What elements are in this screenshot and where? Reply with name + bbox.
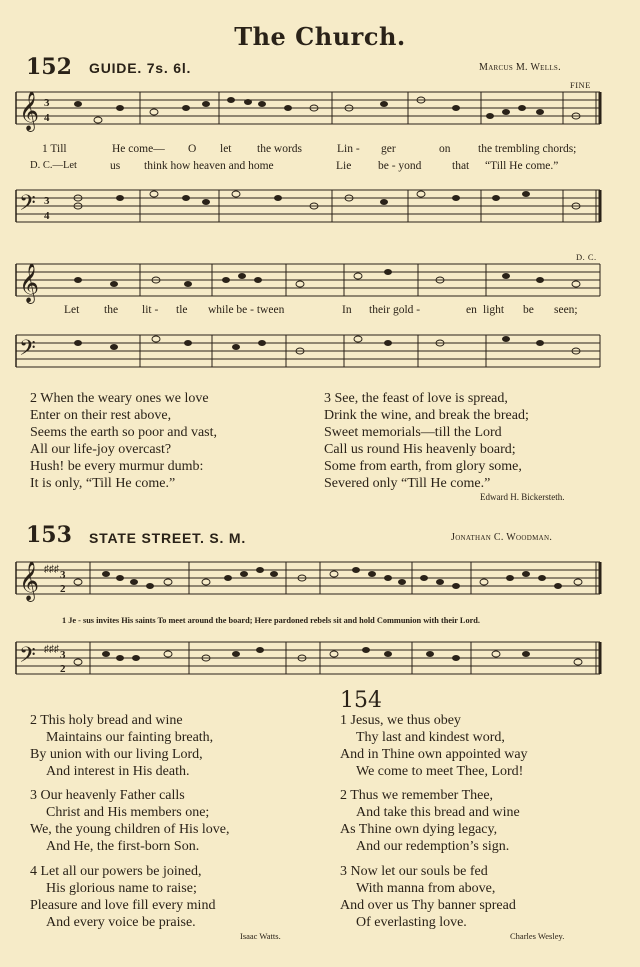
- staff-152-2-bass: [16, 325, 602, 375]
- lyric-word: on: [439, 143, 451, 155]
- verse-line: We, the young children of His love,: [30, 822, 230, 837]
- lyric-word: their gold -: [369, 304, 421, 316]
- composer-153: Jonathan C. Woodman.: [451, 532, 553, 543]
- verse-line: His glorious name to raise;: [46, 881, 197, 896]
- author-152: Edward H. Bickersteth.: [480, 492, 565, 502]
- staff-152-1-bass: [16, 180, 602, 230]
- fine-mark: FINE: [570, 80, 591, 90]
- svg-text:♯♯♯: ♯♯♯: [44, 564, 59, 575]
- author-154: Charles Wesley.: [510, 931, 565, 941]
- hymn-number-153: 153: [26, 522, 72, 548]
- verse-line: As Thine own dying legacy,: [340, 822, 498, 837]
- verse-line: 2 When the weary ones we love: [30, 391, 209, 406]
- svg-text:3: 3: [60, 569, 66, 581]
- svg-text:𝄢: 𝄢: [19, 336, 36, 366]
- verse-line: Call us round His heavenly board;: [324, 442, 516, 457]
- verse-line: It is only, “Till He come.”: [30, 476, 176, 491]
- verse-line: Seems the earth so poor and vast,: [30, 425, 218, 440]
- verse-line: 3 Our heavenly Father calls: [30, 788, 185, 803]
- staff-153-treble: [16, 558, 602, 604]
- lyric-word: “Till He come.”: [485, 160, 559, 172]
- lyric-line-153: 1 Je - sus invites His saints To meet around the board; Here pardoned rebels sit and hold Communion with their Lord.: [62, 616, 480, 625]
- lyric-word: be - yond: [378, 160, 422, 172]
- lyric-word: while be - tween: [208, 304, 285, 316]
- verse-line: 1 Jesus, we thus obey: [340, 713, 461, 728]
- svg-text:♯♯♯: ♯♯♯: [44, 644, 59, 655]
- dc-mark: D. C.: [576, 252, 597, 262]
- lyric-word: lit -: [142, 304, 159, 316]
- svg-text:3: 3: [60, 649, 66, 661]
- lyric-word: seen;: [554, 304, 578, 316]
- verse-line: 2 Thus we remember Thee,: [340, 788, 494, 803]
- svg-text:𝄢: 𝄢: [19, 191, 36, 221]
- verse-line: Maintains our fainting breath,: [46, 730, 214, 745]
- verse-line: Hush! be every murmur dumb:: [30, 459, 204, 474]
- svg-text:3: 3: [44, 195, 50, 207]
- staff-152-1-treble: [16, 88, 602, 134]
- svg-text:2: 2: [60, 583, 66, 595]
- lyric-word: 1 Till: [42, 143, 67, 155]
- verse-line: With manna from above,: [356, 881, 496, 896]
- verse-line: And in Thine own appointed way: [340, 747, 528, 762]
- lyric-word: Lie: [336, 160, 352, 172]
- composer-152: Marcus M. Wells.: [479, 62, 561, 73]
- lyric-word: think how heaven and home: [144, 160, 274, 172]
- lyric-word: us: [110, 160, 121, 172]
- lyric-word: ger: [381, 143, 396, 155]
- verse-line: And every voice be praise.: [46, 915, 196, 930]
- lyric-word: be: [523, 304, 534, 316]
- verse-line: 2 This holy bread and wine: [30, 713, 183, 728]
- verse-line: Enter on their rest above,: [30, 408, 172, 423]
- verse-line: All our life-joy overcast?: [30, 442, 172, 457]
- verse-line: And our redemption’s sign.: [356, 839, 510, 854]
- svg-text:4: 4: [44, 112, 50, 124]
- svg-text:2: 2: [60, 663, 66, 675]
- verse-line: And over us Thy banner spread: [340, 898, 516, 913]
- lyric-word: the trembling chords;: [478, 143, 577, 155]
- hymn-number-154: 154: [340, 688, 382, 713]
- page-title: The Church.: [234, 22, 406, 51]
- verse-line: Sweet memorials—till the Lord: [324, 425, 502, 440]
- verse-line: 4 Let all our powers be joined,: [30, 864, 202, 879]
- tune-name-state-street: STATE STREET. S. M.: [89, 530, 247, 546]
- verse-line: Christ and His members one;: [46, 805, 210, 820]
- verse-line: 3 See, the feast of love is spread,: [324, 391, 508, 406]
- lyric-word: light: [483, 304, 505, 316]
- lyric-word: let: [220, 143, 232, 155]
- lyric-word: Let: [64, 304, 80, 316]
- verse-line: Thy last and kindest word,: [356, 730, 505, 745]
- verse-line: And interest in His death.: [46, 764, 190, 779]
- svg-text:𝄞: 𝄞: [19, 263, 40, 303]
- verse-line: Severed only “Till He come.”: [324, 476, 491, 491]
- verse-line: 3 Now let our souls be fed: [340, 864, 488, 879]
- verse-line: Drink the wine, and break the bread;: [324, 408, 529, 423]
- staff-152-2-treble: [16, 260, 602, 306]
- svg-text:3: 3: [44, 97, 50, 109]
- tune-name-guide: GUIDE. 7s. 6l.: [89, 60, 192, 76]
- verse-line: We come to meet Thee, Lord!: [356, 764, 524, 779]
- lyric-word: tle: [176, 304, 188, 316]
- lyric-word: the: [104, 304, 119, 316]
- hymn-number-152: 152: [26, 54, 72, 80]
- lyric-word: He come—: [112, 143, 165, 155]
- lyric-word: Lin -: [337, 143, 360, 155]
- verse-line: Of everlasting love.: [356, 915, 467, 930]
- verse-line: And He, the first-born Son.: [46, 839, 200, 854]
- svg-text:𝄞: 𝄞: [19, 561, 40, 601]
- lyric-word: the words: [257, 143, 303, 155]
- svg-text:4: 4: [44, 210, 50, 222]
- svg-text:𝄢: 𝄢: [19, 643, 36, 673]
- svg-text:𝄞: 𝄞: [19, 91, 40, 131]
- lyric-word: that: [452, 160, 470, 172]
- author-153: Isaac Watts.: [240, 931, 281, 941]
- verse-line: Some from earth, from glory some,: [324, 459, 522, 474]
- verse-line: By union with our living Lord,: [30, 747, 203, 762]
- lyric-dc-prefix: D. C.—Let: [30, 160, 77, 171]
- verse-line: Pleasure and love fill every mind: [30, 898, 216, 913]
- lyric-word: O: [188, 143, 197, 155]
- lyric-word: en: [466, 304, 477, 316]
- staff-153-bass: [16, 632, 602, 682]
- verse-line: And take this bread and wine: [356, 805, 520, 820]
- lyric-word: In: [342, 304, 352, 316]
